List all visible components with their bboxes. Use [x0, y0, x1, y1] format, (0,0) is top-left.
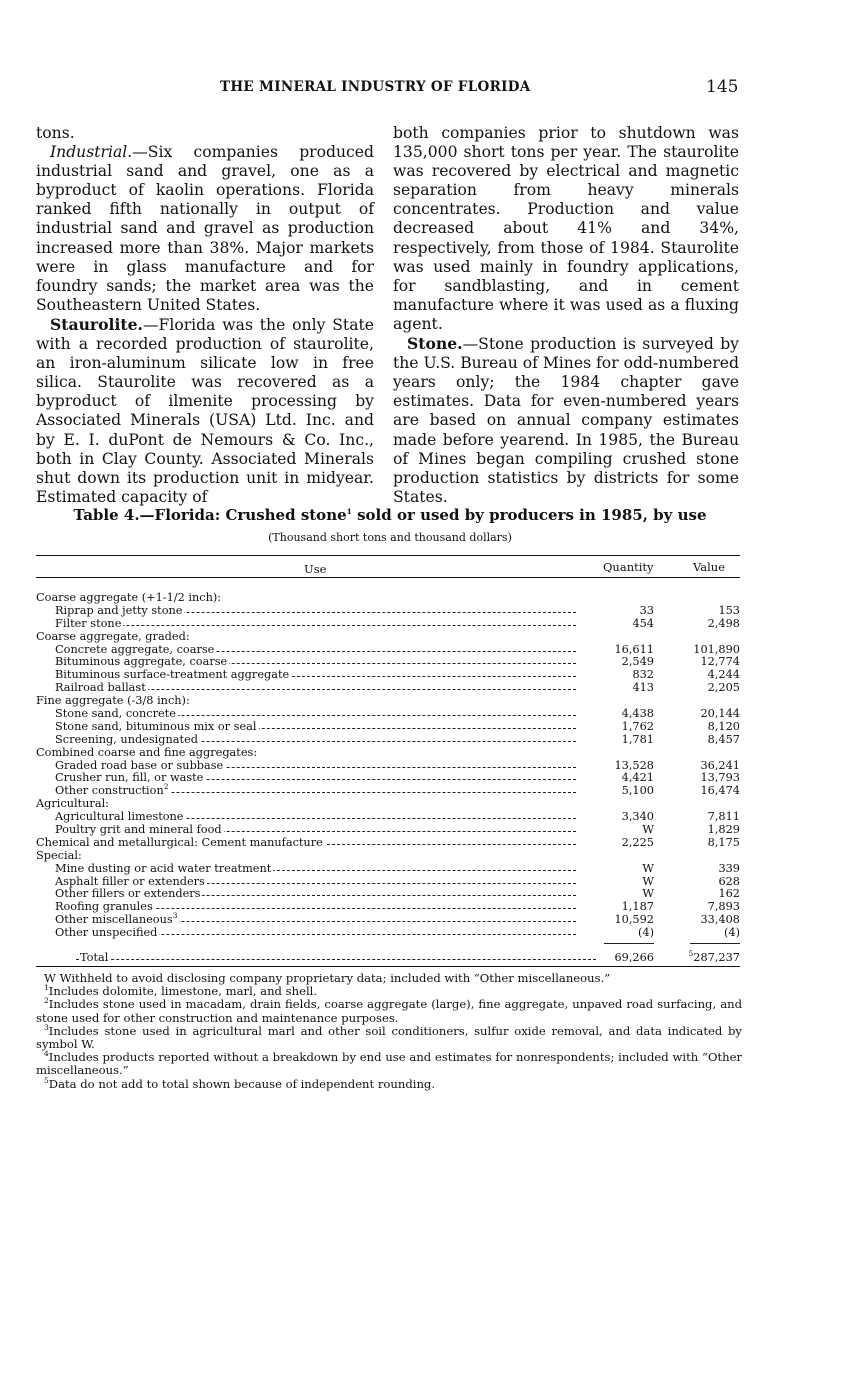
left-text-column	[36, 124, 374, 507]
table-row: Bituminous surface-treatment aggregate 832 4,244	[55, 668, 740, 682]
table-group-heading: Special:	[36, 848, 82, 862]
table-title: Table 4.—Florida: Crushed stone$^1$ sold or used by producers in 1985, by use	[73, 506, 707, 524]
table-row: Stone sand, bituminous mix or seal 1,762 8,120	[55, 719, 740, 733]
table-row: Riprap and jetty stone 33 153	[55, 603, 740, 617]
table-row: Mine dusting or acid water treatment W 339	[55, 861, 740, 875]
table-body	[36, 592, 740, 965]
subtotal-rule-space	[36, 940, 740, 946]
table-total-row: Total 69,266 $^5$287,237	[36, 952, 740, 965]
paragraph-continuation: tons.	[36, 124, 75, 142]
table-row: Other unspecified (4) (4)	[55, 926, 740, 940]
value-sum-rule	[690, 943, 740, 944]
column-header-use: Use	[304, 562, 327, 576]
quantity-sum-rule	[604, 943, 654, 944]
footnote-1: $^1$Includes dolomite, limestone, marl, and shell.	[44, 983, 318, 999]
table-row: Agricultural limestone 3,340 7,811	[55, 810, 740, 824]
table-top-rule	[36, 555, 740, 556]
section-heading-staurolite: Staurolite.	[50, 314, 143, 334]
paragraph-staurolite: Staurolite.—Florida was the only State with a recorded production of staurolite, an iron-aluminum silicate low in free silica. Staurolite was recovered as a byproduct of ilmenite processing by Associated Minerals (USA) Ltd. Inc. and by E. I. duPont de Nemours & Co. Inc., both in Clay County. Associated Minerals shut down its production unit in midyear. Estimated capacity of	[36, 314, 374, 506]
table-row: Bituminous aggregate, coarse 2,549 12,774	[55, 655, 740, 669]
section-heading-stone: Stone.	[407, 334, 463, 354]
table-footnotes	[36, 972, 742, 1091]
table-row: Filter stone 454 2,498	[55, 616, 740, 630]
table-row: Other fillers or extenders W 162	[55, 887, 740, 901]
table-row: Chemical and metallurgical: Cement manufacture 2,225 8,175	[36, 835, 740, 849]
table-row: Asphalt filler or extenders W 628	[55, 874, 740, 888]
table-row: Poultry grit and mineral food W 1,829	[55, 823, 740, 837]
table-group-heading: Coarse aggregate, graded:	[36, 629, 190, 643]
table-header-rule	[36, 577, 740, 578]
table-row: Concrete aggregate, coarse 16,611 101,890	[55, 642, 740, 656]
footnote-3: $^3$Includes stone used in agricultural marl and other soil conditioners, sulfur oxide removal, and data indicated by symbol W.	[36, 1022, 742, 1052]
table-group-heading: Combined coarse and fine aggregates:	[36, 745, 258, 759]
paragraph-staurolite-cont: both companies prior to shutdown was 135,000 short tons per year. The staurolite was recovered by electrical and magnetic separation from heavy minerals concentrates. Production and value decreased about 41% and 34%, respectively, from those of 1984. Staurolite was used mainly in foundry applications, for sandblasting, and in cement manufacture where it was used as a fluxing agent.	[393, 124, 739, 333]
column-header-value: Value	[693, 560, 725, 574]
page-number: 145	[706, 77, 739, 97]
table-bottom-rule	[36, 966, 740, 967]
table-row: Crusher run, fill, or waste 4,421 13,793	[55, 771, 740, 785]
table-group-heading: Agricultural:	[36, 797, 109, 811]
column-header-quantity: Quantity	[603, 560, 654, 574]
page-header-title: THE MINERAL INDUSTRY OF FLORIDA	[220, 79, 531, 95]
footnote-w: W Withheld to avoid disclosing company proprietary data; included with “Other miscellaneous.”	[44, 971, 611, 985]
table-group-heading: Fine aggregate (-3/8 inch):	[36, 694, 190, 708]
table-group-heading: Coarse aggregate (+1-1/2 inch):	[36, 591, 222, 604]
section-heading-industrial: Industrial.	[50, 143, 133, 162]
table-row: Other construction$^2$ 5,100 16,474	[55, 782, 740, 798]
footnote-2: $^2$Includes stone used in macadam, drain fields, coarse aggregate (large), fine aggregate, unpaved road surfacing, and stone used for other construction and maintenance purposes.	[36, 996, 742, 1025]
table-row: Screening, undesignated 1,781 8,457	[55, 732, 740, 746]
right-text-column	[393, 124, 739, 507]
paragraph-stone: Stone.—Stone production is surveyed by the U.S. Bureau of Mines for odd-numbered years only; the 1984 chapter gave estimates. Data for even-numbered years are based on annual company estimates made before yearend. In 1985, the Bureau of Mines began compiling crushed stone production statistics by districts for some States.	[393, 334, 739, 506]
table-row: Roofing granules 1,187 7,893	[55, 900, 740, 914]
footnote-5: $^5$Data do not add to total shown because of independent rounding.	[44, 1075, 436, 1091]
table-row: Railroad ballast 413 2,205	[55, 681, 740, 695]
table-row: Graded road base or subbase 13,528 36,241	[55, 758, 740, 772]
table-row: Stone sand, concrete 4,438 20,144	[55, 707, 740, 721]
paragraph-industrial: Industrial.—Six companies produced industrial sand and gravel, one as a byproduct of kaolin operations. Florida ranked fifth nationally in output of industrial sand and gravel as production increased more than 38%. Major markets were in glass manufacture and for foundry sands; the market area was the Southeastern United States.	[36, 143, 374, 314]
table-row: Other miscellaneous$^3$ 10,592 33,408	[55, 911, 740, 927]
table-subtitle: (Thousand short tons and thousand dollars)	[268, 531, 512, 544]
footnote-4: $^4$Includes products reported without a breakdown by end use and estimates for nonrespondents; included with “Other miscellaneous.”	[36, 1049, 742, 1078]
